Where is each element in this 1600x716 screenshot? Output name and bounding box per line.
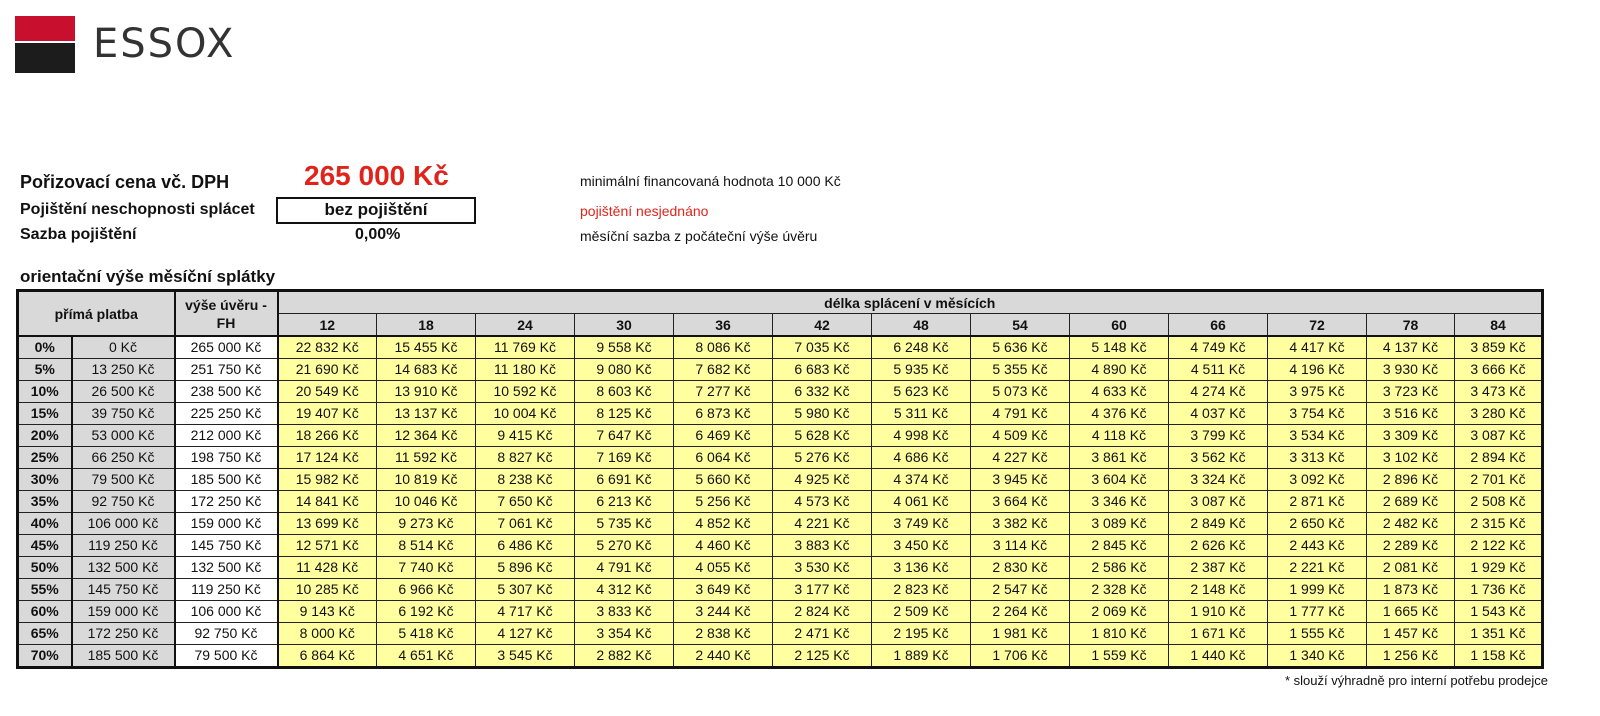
loan-amount: 225 250 Kč — [175, 403, 278, 425]
monthly-payment-cell: 4 791 Kč — [575, 557, 674, 579]
down-payment-percent: 65% — [18, 623, 72, 645]
monthly-payment-cell: 3 516 Kč — [1367, 403, 1455, 425]
monthly-payment-cell: 5 418 Kč — [377, 623, 476, 645]
insurance-rate-label: Sazba pojištění — [20, 226, 137, 243]
monthly-payment-cell: 20 549 Kč — [278, 381, 377, 403]
monthly-payment-cell: 17 124 Kč — [278, 447, 377, 469]
down-payment-percent: 15% — [18, 403, 72, 425]
monthly-payment-cell: 6 064 Kč — [674, 447, 773, 469]
monthly-payment-cell: 3 102 Kč — [1367, 447, 1455, 469]
term-header: 72 — [1268, 314, 1367, 337]
monthly-payment-cell: 5 270 Kč — [575, 535, 674, 557]
monthly-payment-cell: 2 896 Kč — [1367, 469, 1455, 491]
monthly-payment-cell: 1 736 Kč — [1455, 579, 1543, 601]
monthly-payment-cell: 4 573 Kč — [773, 491, 872, 513]
monthly-payment-cell: 4 221 Kč — [773, 513, 872, 535]
term-header: 48 — [872, 314, 971, 337]
table-row — [18, 359, 1543, 381]
table-row — [18, 557, 1543, 579]
monthly-payment-cell: 6 864 Kč — [278, 645, 377, 668]
monthly-payment-cell: 2 838 Kč — [674, 623, 773, 645]
down-payment-percent: 50% — [18, 557, 72, 579]
monthly-payment-cell: 3 280 Kč — [1455, 403, 1543, 425]
monthly-payment-cell: 3 244 Kč — [674, 601, 773, 623]
monthly-payment-cell: 2 471 Kč — [773, 623, 872, 645]
table-row — [18, 535, 1543, 557]
monthly-payment-cell: 2 547 Kč — [971, 579, 1070, 601]
table-row — [18, 513, 1543, 535]
loan-amount: 265 000 Kč — [175, 336, 278, 359]
monthly-payment-cell: 2 148 Kč — [1169, 579, 1268, 601]
monthly-payment-cell: 2 315 Kč — [1455, 513, 1543, 535]
rate-note: měsíční sazba z počáteční výše úvěru — [580, 228, 818, 244]
down-payment-percent: 0% — [18, 336, 72, 359]
monthly-payment-cell: 14 683 Kč — [377, 359, 476, 381]
monthly-payment-cell: 4 061 Kč — [872, 491, 971, 513]
term-header: 24 — [476, 314, 575, 337]
monthly-payment-cell: 2 845 Kč — [1070, 535, 1169, 557]
monthly-payment-cell: 2 289 Kč — [1367, 535, 1455, 557]
monthly-payment-cell: 4 852 Kč — [674, 513, 773, 535]
monthly-payment-cell: 4 118 Kč — [1070, 425, 1169, 447]
monthly-payment-cell: 5 256 Kč — [674, 491, 773, 513]
monthly-payment-cell: 6 192 Kč — [377, 601, 476, 623]
monthly-payment-cell: 2 894 Kč — [1455, 447, 1543, 469]
monthly-payment-cell: 4 374 Kč — [872, 469, 971, 491]
insurance-note: pojištění nesjednáno — [580, 203, 709, 219]
table-row — [18, 336, 1543, 359]
monthly-payment-cell: 3 534 Kč — [1268, 425, 1367, 447]
monthly-payment-cell: 10 004 Kč — [476, 403, 575, 425]
monthly-payment-cell: 2 195 Kč — [872, 623, 971, 645]
monthly-payment-cell: 1 929 Kč — [1455, 557, 1543, 579]
monthly-payment-cell: 5 307 Kč — [476, 579, 575, 601]
monthly-payment-cell: 2 081 Kč — [1367, 557, 1455, 579]
monthly-payment-cell: 3 092 Kč — [1268, 469, 1367, 491]
monthly-payment-cell: 7 169 Kč — [575, 447, 674, 469]
monthly-payment-cell: 4 890 Kč — [1070, 359, 1169, 381]
down-payment-amount: 159 000 Kč — [72, 601, 175, 623]
monthly-payment-cell: 1 665 Kč — [1367, 601, 1455, 623]
down-payment-percent: 45% — [18, 535, 72, 557]
monthly-payment-cell: 4 127 Kč — [476, 623, 575, 645]
monthly-payment-cell: 2 871 Kč — [1268, 491, 1367, 513]
monthly-payment-cell: 3 354 Kč — [575, 623, 674, 645]
loan-amount: 172 250 Kč — [175, 491, 278, 513]
monthly-payment-cell: 3 324 Kč — [1169, 469, 1268, 491]
monthly-payment-cell: 2 823 Kč — [872, 579, 971, 601]
down-payment-amount: 145 750 Kč — [72, 579, 175, 601]
monthly-payment-cell: 1 256 Kč — [1367, 645, 1455, 668]
monthly-payment-cell: 1 457 Kč — [1367, 623, 1455, 645]
monthly-payment-cell: 2 830 Kč — [971, 557, 1070, 579]
monthly-payment-cell: 6 213 Kč — [575, 491, 674, 513]
monthly-payment-cell: 6 469 Kč — [674, 425, 773, 447]
loan-amount: 106 000 Kč — [175, 601, 278, 623]
monthly-payment-cell: 3 114 Kč — [971, 535, 1070, 557]
monthly-payment-cell: 2 586 Kč — [1070, 557, 1169, 579]
monthly-payment-cell: 12 571 Kč — [278, 535, 377, 557]
loan-amount: 212 000 Kč — [175, 425, 278, 447]
table-row — [18, 403, 1543, 425]
monthly-payment-cell: 3 346 Kč — [1070, 491, 1169, 513]
price-label: Pořizovací cena vč. DPH — [20, 172, 230, 192]
down-payment-amount: 0 Kč — [72, 336, 175, 359]
monthly-payment-cell: 5 276 Kč — [773, 447, 872, 469]
monthly-payment-cell: 6 486 Kč — [476, 535, 575, 557]
monthly-payment-cell: 2 440 Kč — [674, 645, 773, 668]
table-row — [18, 381, 1543, 403]
monthly-payment-cell: 1 351 Kč — [1455, 623, 1543, 645]
down-payment-amount: 172 250 Kč — [72, 623, 175, 645]
loan-amount: 92 750 Kč — [175, 623, 278, 645]
table-row — [18, 425, 1543, 447]
monthly-payment-cell: 5 073 Kč — [971, 381, 1070, 403]
monthly-payment-cell: 1 999 Kč — [1268, 579, 1367, 601]
down-payment-amount: 92 750 Kč — [72, 491, 175, 513]
monthly-payment-cell: 1 559 Kč — [1070, 645, 1169, 668]
loan-amount: 238 500 Kč — [175, 381, 278, 403]
monthly-payment-cell: 1 777 Kč — [1268, 601, 1367, 623]
table-row — [18, 601, 1543, 623]
monthly-payment-cell: 4 055 Kč — [674, 557, 773, 579]
down-payment-percent: 25% — [18, 447, 72, 469]
loan-amount: 145 750 Kč — [175, 535, 278, 557]
monthly-payment-cell: 7 650 Kč — [476, 491, 575, 513]
term-header: 78 — [1367, 314, 1455, 337]
table-row — [18, 447, 1543, 469]
down-payment-percent: 35% — [18, 491, 72, 513]
table-row — [18, 645, 1543, 668]
monthly-payment-cell: 3 089 Kč — [1070, 513, 1169, 535]
monthly-payment-cell: 9 080 Kč — [575, 359, 674, 381]
monthly-payment-cell: 3 604 Kč — [1070, 469, 1169, 491]
monthly-payment-cell: 8 514 Kč — [377, 535, 476, 557]
monthly-payment-cell: 3 664 Kč — [971, 491, 1070, 513]
monthly-payment-cell: 3 945 Kč — [971, 469, 1070, 491]
monthly-payment-cell: 3 754 Kč — [1268, 403, 1367, 425]
monthly-payment-cell: 13 910 Kč — [377, 381, 476, 403]
loan-amount: 119 250 Kč — [175, 579, 278, 601]
monthly-payment-cell: 3 723 Kč — [1367, 381, 1455, 403]
monthly-payment-cell: 3 177 Kč — [773, 579, 872, 601]
monthly-payment-cell: 4 717 Kč — [476, 601, 575, 623]
monthly-payment-cell: 2 482 Kč — [1367, 513, 1455, 535]
monthly-payment-cell: 2 221 Kč — [1268, 557, 1367, 579]
table-row — [18, 579, 1543, 601]
monthly-payment-cell: 2 122 Kč — [1455, 535, 1543, 557]
monthly-payment-cell: 1 981 Kč — [971, 623, 1070, 645]
down-payment-amount: 39 750 Kč — [72, 403, 175, 425]
monthly-payment-cell: 4 998 Kč — [872, 425, 971, 447]
monthly-payment-cell: 9 415 Kč — [476, 425, 575, 447]
term-header: 18 — [377, 314, 476, 337]
monthly-payment-cell: 4 137 Kč — [1367, 336, 1455, 359]
monthly-payment-cell: 6 683 Kč — [773, 359, 872, 381]
term-header: 84 — [1455, 314, 1543, 337]
monthly-payment-cell: 6 332 Kč — [773, 381, 872, 403]
monthly-payment-cell: 7 277 Kč — [674, 381, 773, 403]
monthly-payment-cell: 1 810 Kč — [1070, 623, 1169, 645]
monthly-payment-cell: 1 706 Kč — [971, 645, 1070, 668]
monthly-payment-cell: 2 509 Kč — [872, 601, 971, 623]
table-row — [18, 469, 1543, 491]
monthly-payment-cell: 6 248 Kč — [872, 336, 971, 359]
monthly-payment-cell: 2 824 Kč — [773, 601, 872, 623]
monthly-payment-cell: 4 417 Kč — [1268, 336, 1367, 359]
monthly-payment-cell: 3 473 Kč — [1455, 381, 1543, 403]
monthly-payment-cell: 2 689 Kč — [1367, 491, 1455, 513]
term-header: 60 — [1070, 314, 1169, 337]
monthly-payment-cell: 3 975 Kč — [1268, 381, 1367, 403]
monthly-payment-cell: 3 087 Kč — [1169, 491, 1268, 513]
monthly-payment-cell: 4 274 Kč — [1169, 381, 1268, 403]
table-row — [18, 491, 1543, 513]
insurance-label: Pojištění neschopnosti splácet — [20, 201, 255, 218]
logo-wordmark: ESSOX — [93, 21, 236, 67]
monthly-payment-cell: 22 832 Kč — [278, 336, 377, 359]
monthly-payment-cell: 2 125 Kč — [773, 645, 872, 668]
monthly-payment-cell: 7 061 Kč — [476, 513, 575, 535]
monthly-payment-cell: 5 636 Kč — [971, 336, 1070, 359]
term-header: 54 — [971, 314, 1070, 337]
monthly-payment-cell: 2 264 Kč — [971, 601, 1070, 623]
monthly-payment-cell: 5 660 Kč — [674, 469, 773, 491]
monthly-payment-cell: 2 650 Kč — [1268, 513, 1367, 535]
monthly-payment-cell: 5 311 Kč — [872, 403, 971, 425]
monthly-payment-cell: 4 633 Kč — [1070, 381, 1169, 403]
monthly-payment-cell: 1 873 Kč — [1367, 579, 1455, 601]
monthly-payment-cell: 2 069 Kč — [1070, 601, 1169, 623]
down-payment-percent: 5% — [18, 359, 72, 381]
monthly-payment-cell: 4 749 Kč — [1169, 336, 1268, 359]
monthly-payment-cell: 3 861 Kč — [1070, 447, 1169, 469]
down-payment-amount: 79 500 Kč — [72, 469, 175, 491]
monthly-payment-cell: 5 628 Kč — [773, 425, 872, 447]
monthly-payment-cell: 7 682 Kč — [674, 359, 773, 381]
monthly-payment-cell: 8 603 Kč — [575, 381, 674, 403]
insurance-rate-value: 0,00% — [355, 226, 401, 243]
essox-logo — [15, 16, 235, 73]
monthly-payment-cell: 3 799 Kč — [1169, 425, 1268, 447]
monthly-payment-cell: 3 859 Kč — [1455, 336, 1543, 359]
monthly-payment-cell: 13 137 Kč — [377, 403, 476, 425]
monthly-payment-cell: 15 982 Kč — [278, 469, 377, 491]
monthly-payment-cell: 9 273 Kč — [377, 513, 476, 535]
monthly-payment-cell: 3 833 Kč — [575, 601, 674, 623]
monthly-payment-cell: 1 543 Kč — [1455, 601, 1543, 623]
loan-amount: 251 750 Kč — [175, 359, 278, 381]
monthly-payment-cell: 11 769 Kč — [476, 336, 575, 359]
term-group-header: délka splácení v měsících — [278, 291, 1543, 314]
down-payment-amount: 185 500 Kč — [72, 645, 175, 668]
down-payment-amount: 132 500 Kč — [72, 557, 175, 579]
monthly-payment-cell: 7 740 Kč — [377, 557, 476, 579]
monthly-payment-cell: 4 460 Kč — [674, 535, 773, 557]
monthly-payment-cell: 2 882 Kč — [575, 645, 674, 668]
down-payment-percent: 30% — [18, 469, 72, 491]
monthly-payment-cell: 7 035 Kč — [773, 336, 872, 359]
loan-amount: 185 500 Kč — [175, 469, 278, 491]
down-payment-percent: 60% — [18, 601, 72, 623]
down-payment-percent: 20% — [18, 425, 72, 447]
monthly-payment-cell: 3 649 Kč — [674, 579, 773, 601]
monthly-payment-cell: 1 340 Kč — [1268, 645, 1367, 668]
monthly-payment-cell: 5 935 Kč — [872, 359, 971, 381]
down-payment-amount: 66 250 Kč — [72, 447, 175, 469]
loan-amount: 198 750 Kč — [175, 447, 278, 469]
monthly-payment-cell: 5 148 Kč — [1070, 336, 1169, 359]
monthly-payment-cell: 4 511 Kč — [1169, 359, 1268, 381]
min-financing-note: minimální financovaná hodnota 10 000 Kč — [580, 173, 841, 189]
monthly-payment-cell: 1 555 Kč — [1268, 623, 1367, 645]
monthly-payment-cell: 9 143 Kč — [278, 601, 377, 623]
loan-amount: 159 000 Kč — [175, 513, 278, 535]
monthly-payment-cell: 1 158 Kč — [1455, 645, 1543, 668]
monthly-payment-cell: 10 046 Kč — [377, 491, 476, 513]
monthly-payment-cell: 6 691 Kč — [575, 469, 674, 491]
monthly-payment-cell: 1 671 Kč — [1169, 623, 1268, 645]
monthly-payment-cell: 2 387 Kč — [1169, 557, 1268, 579]
monthly-payment-cell: 11 592 Kč — [377, 447, 476, 469]
direct-payment-header: přímá platba — [18, 291, 175, 337]
monthly-payment-cell: 2 443 Kč — [1268, 535, 1367, 557]
monthly-payment-cell: 4 791 Kč — [971, 403, 1070, 425]
monthly-payment-cell: 3 749 Kč — [872, 513, 971, 535]
monthly-payment-cell: 3 450 Kč — [872, 535, 971, 557]
monthly-payment-cell: 5 735 Kč — [575, 513, 674, 535]
down-payment-percent: 40% — [18, 513, 72, 535]
monthly-payment-cell: 4 686 Kč — [872, 447, 971, 469]
monthly-payment-cell: 10 592 Kč — [476, 381, 575, 403]
footnote: * slouží výhradně pro interní potřebu prodejce — [1284, 673, 1548, 688]
monthly-payment-cell: 4 651 Kč — [377, 645, 476, 668]
term-header: 36 — [674, 314, 773, 337]
monthly-payment-cell: 3 883 Kč — [773, 535, 872, 557]
monthly-payment-cell: 4 196 Kč — [1268, 359, 1367, 381]
term-header: 12 — [278, 314, 377, 337]
monthly-payment-cell: 1 440 Kč — [1169, 645, 1268, 668]
term-header: 30 — [575, 314, 674, 337]
monthly-payment-cell: 2 849 Kč — [1169, 513, 1268, 535]
down-payment-amount: 13 250 Kč — [72, 359, 175, 381]
monthly-payment-cell: 8 125 Kč — [575, 403, 674, 425]
payment-table — [16, 289, 1544, 669]
monthly-payment-cell: 2 508 Kč — [1455, 491, 1543, 513]
monthly-payment-cell: 2 626 Kč — [1169, 535, 1268, 557]
monthly-payment-cell: 6 966 Kč — [377, 579, 476, 601]
insurance-select[interactable]: bez pojištění — [276, 197, 476, 224]
monthly-payment-cell: 14 841 Kč — [278, 491, 377, 513]
monthly-payment-cell: 9 558 Kč — [575, 336, 674, 359]
monthly-payment-cell: 18 266 Kč — [278, 425, 377, 447]
monthly-payment-cell: 19 407 Kč — [278, 403, 377, 425]
monthly-payment-cell: 5 623 Kč — [872, 381, 971, 403]
monthly-payment-cell: 4 376 Kč — [1070, 403, 1169, 425]
down-payment-percent: 55% — [18, 579, 72, 601]
monthly-payment-cell: 12 364 Kč — [377, 425, 476, 447]
price-value: 265 000 Kč — [304, 160, 449, 191]
monthly-payment-cell: 8 086 Kč — [674, 336, 773, 359]
monthly-payment-cell: 11 180 Kč — [476, 359, 575, 381]
monthly-payment-cell: 8 827 Kč — [476, 447, 575, 469]
monthly-payment-cell: 7 647 Kč — [575, 425, 674, 447]
monthly-payment-cell: 4 227 Kč — [971, 447, 1070, 469]
monthly-payment-cell: 5 896 Kč — [476, 557, 575, 579]
monthly-payment-cell: 5 980 Kč — [773, 403, 872, 425]
monthly-payment-cell: 2 701 Kč — [1455, 469, 1543, 491]
monthly-payment-cell: 8 000 Kč — [278, 623, 377, 645]
monthly-payment-cell: 11 428 Kč — [278, 557, 377, 579]
monthly-payment-cell: 1 910 Kč — [1169, 601, 1268, 623]
monthly-payment-cell: 3 136 Kč — [872, 557, 971, 579]
monthly-payment-cell: 4 037 Kč — [1169, 403, 1268, 425]
monthly-payment-cell: 13 699 Kč — [278, 513, 377, 535]
monthly-payment-cell: 3 382 Kč — [971, 513, 1070, 535]
monthly-payment-cell: 3 666 Kč — [1455, 359, 1543, 381]
monthly-payment-cell: 3 562 Kč — [1169, 447, 1268, 469]
term-header: 66 — [1169, 314, 1268, 337]
monthly-payment-cell: 3 313 Kč — [1268, 447, 1367, 469]
table-title: orientační výše měsíční splátky — [20, 267, 276, 286]
table-row — [18, 623, 1543, 645]
monthly-payment-cell: 4 312 Kč — [575, 579, 674, 601]
down-payment-percent: 70% — [18, 645, 72, 668]
loan-amount-header: výše úvěru - FH — [175, 291, 278, 337]
monthly-payment-cell: 2 328 Kč — [1070, 579, 1169, 601]
monthly-payment-cell: 3 545 Kč — [476, 645, 575, 668]
monthly-payment-cell: 6 873 Kč — [674, 403, 773, 425]
monthly-payment-cell: 4 509 Kč — [971, 425, 1070, 447]
down-payment-percent: 10% — [18, 381, 72, 403]
monthly-payment-cell: 5 355 Kč — [971, 359, 1070, 381]
down-payment-amount: 26 500 Kč — [72, 381, 175, 403]
monthly-payment-cell: 10 819 Kč — [377, 469, 476, 491]
logo-mark — [15, 16, 75, 73]
term-header: 42 — [773, 314, 872, 337]
monthly-payment-cell: 3 930 Kč — [1367, 359, 1455, 381]
loan-amount: 132 500 Kč — [175, 557, 278, 579]
monthly-payment-cell: 3 087 Kč — [1455, 425, 1543, 447]
monthly-payment-cell: 21 690 Kč — [278, 359, 377, 381]
monthly-payment-cell: 8 238 Kč — [476, 469, 575, 491]
monthly-payment-cell: 3 530 Kč — [773, 557, 872, 579]
monthly-payment-cell: 15 455 Kč — [377, 336, 476, 359]
down-payment-amount: 106 000 Kč — [72, 513, 175, 535]
monthly-payment-cell: 10 285 Kč — [278, 579, 377, 601]
monthly-payment-cell: 4 925 Kč — [773, 469, 872, 491]
down-payment-amount: 119 250 Kč — [72, 535, 175, 557]
loan-amount: 79 500 Kč — [175, 645, 278, 668]
down-payment-amount: 53 000 Kč — [72, 425, 175, 447]
monthly-payment-cell: 1 889 Kč — [872, 645, 971, 668]
monthly-payment-cell: 3 309 Kč — [1367, 425, 1455, 447]
